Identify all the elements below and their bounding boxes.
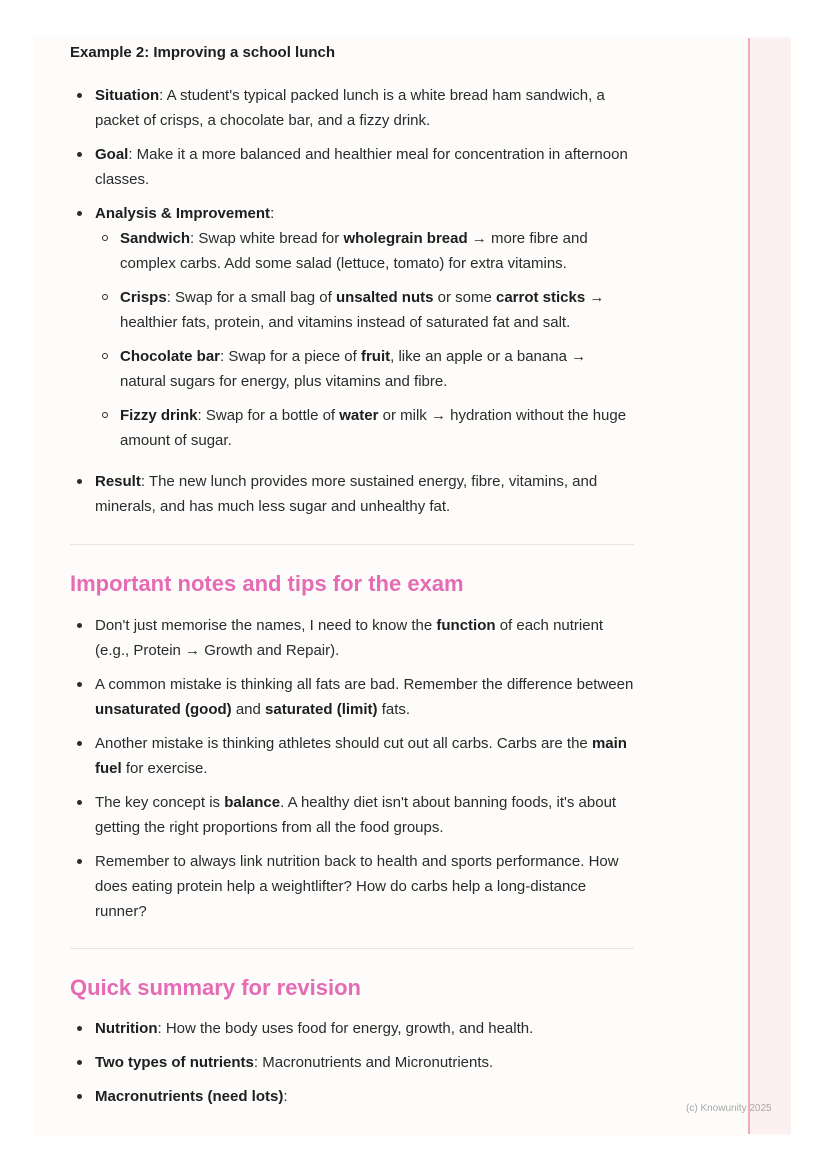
tip-text: . A healthy diet isn't about banning foods, it's about getting the right proportions from all the food groups. bbox=[95, 794, 617, 836]
summary-label: Macronutrients (need lots) bbox=[95, 1088, 284, 1105]
summary-heading: Quick summary for revision bbox=[70, 975, 361, 1000]
tip-item bbox=[70, 731, 636, 781]
swap-label: Sandwich bbox=[120, 230, 191, 247]
tip-text: Don't just memorise the names, I need to know the bbox=[95, 617, 437, 634]
swap-item-chocolate-bar bbox=[95, 344, 636, 394]
tips-list bbox=[70, 613, 636, 924]
swap-label: Crisps bbox=[120, 289, 167, 306]
swap-bold: unsalted nuts bbox=[335, 289, 434, 306]
summary-text: : How the body uses food for energy, growth, and health. bbox=[157, 1020, 534, 1037]
list-item-result bbox=[70, 469, 636, 519]
example-title: Example 2: Improving a school lunch bbox=[70, 44, 336, 61]
summary-text: : Macronutrients and Micronutrients. bbox=[253, 1054, 494, 1071]
swap-text: , like an apple or a banana → natural sugars for energy, plus vitamins and fibre. bbox=[120, 348, 587, 390]
section-divider bbox=[70, 544, 634, 545]
tip-text: of each nutrient (e.g., Protein → Growth and Repair). bbox=[95, 617, 604, 659]
swap-text: or some bbox=[433, 289, 496, 306]
content bbox=[70, 41, 636, 1109]
list-item-situation bbox=[70, 83, 636, 133]
situation-text: : A student's typical packed lunch is a white bread ham sandwich, a packet of crisps, a chocolate bar, and a fizzy drink. bbox=[95, 87, 605, 129]
list-item-goal bbox=[70, 142, 636, 192]
swap-text: → more fibre and complex carbs. Add some salad (lettuce, tomato) for extra vitamins. bbox=[120, 230, 588, 272]
goal-text: : Make it a more balanced and healthier meal for concentration in afternoon classes. bbox=[95, 146, 628, 188]
situation-label: Situation bbox=[95, 87, 160, 104]
tip-text: A common mistake is thinking all fats are bad. Remember the difference between bbox=[95, 676, 634, 693]
result-text: : The new lunch provides more sustained energy, fibre, vitamins, and minerals, and has much less sugar and unhealthy fat. bbox=[95, 473, 598, 515]
swap-bold: carrot sticks bbox=[495, 289, 586, 306]
swap-text: : Swap for a small bag of bbox=[166, 289, 336, 306]
swap-bold: wholegrain bread bbox=[343, 230, 468, 247]
summary-item bbox=[70, 1016, 636, 1041]
example-list bbox=[70, 83, 636, 519]
tip-text: fats. bbox=[377, 701, 411, 718]
swap-text: : Swap for a piece of bbox=[220, 348, 361, 365]
margin-strip bbox=[749, 38, 791, 1134]
tip-item bbox=[70, 790, 636, 840]
margin-line bbox=[748, 38, 750, 1134]
analysis-suffix: : bbox=[270, 205, 275, 222]
swap-list bbox=[95, 226, 636, 453]
tip-item bbox=[70, 672, 636, 722]
tips-heading: Important notes and tips for the exam bbox=[70, 571, 464, 596]
tip-text: Another mistake is thinking athletes should cut out all carbs. Carbs are the bbox=[95, 735, 592, 752]
summary-text: : bbox=[283, 1088, 288, 1105]
swap-item-fizzy-drink bbox=[95, 403, 636, 453]
swap-text: → healthier fats, protein, and vitamins instead of saturated fat and salt. bbox=[120, 289, 605, 331]
swap-item-crisps bbox=[95, 285, 636, 335]
copyright-footer: (c) Knowunity 2025 bbox=[686, 1103, 772, 1114]
swap-text: : Swap for a bottle of bbox=[197, 407, 340, 424]
swap-text: : Swap white bread for bbox=[190, 230, 344, 247]
tip-item bbox=[70, 849, 636, 924]
summary-label: Two types of nutrients bbox=[95, 1054, 254, 1071]
summary-list bbox=[70, 1016, 636, 1109]
summary-label: Nutrition bbox=[95, 1020, 158, 1037]
swap-label: Chocolate bar bbox=[120, 348, 221, 365]
list-item-analysis bbox=[70, 201, 636, 453]
swap-bold: water bbox=[339, 407, 379, 424]
goal-label: Goal bbox=[95, 146, 129, 163]
tip-text: and bbox=[231, 701, 266, 718]
summary-item bbox=[70, 1050, 636, 1075]
tip-bold: main fuel bbox=[95, 735, 627, 777]
tip-text: for exercise. bbox=[121, 760, 208, 777]
tip-bold: saturated (limit) bbox=[265, 701, 378, 718]
tip-bold: function bbox=[436, 617, 496, 634]
swap-label: Fizzy drink bbox=[120, 407, 198, 424]
swap-bold: fruit bbox=[360, 348, 391, 365]
result-label: Result bbox=[95, 473, 141, 490]
tip-bold: balance bbox=[224, 794, 281, 811]
summary-item bbox=[70, 1084, 636, 1109]
swap-text: or milk → hydration without the huge amount of sugar. bbox=[120, 407, 627, 449]
tip-text: Remember to always link nutrition back to health and sports performance. How does eating protein help a weightlifter? How do carbs help a long-distance runner? bbox=[95, 853, 619, 920]
analysis-label: Analysis & Improvement bbox=[95, 205, 271, 222]
swap-item-sandwich bbox=[95, 226, 636, 276]
section-divider bbox=[70, 948, 634, 949]
tip-item bbox=[70, 613, 636, 663]
tip-text: The key concept is bbox=[95, 794, 225, 811]
tip-bold: unsaturated (good) bbox=[95, 701, 232, 718]
